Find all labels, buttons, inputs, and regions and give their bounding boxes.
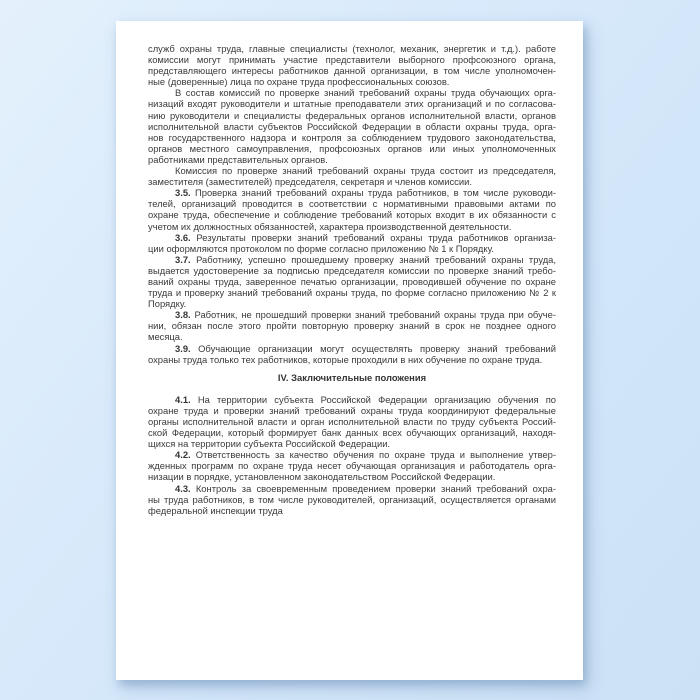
document-page bbox=[116, 21, 583, 680]
text-line: выдается удостоверение за подписью председателя комиссии по проверке знаний требо- bbox=[148, 264, 556, 276]
text-line-content: Обучающие организации могут осуществлять проверку знаний требований bbox=[198, 342, 556, 354]
text-line: нов государственного надзора и контроля за соблюдением трудового законодательства, bbox=[148, 131, 556, 143]
clause-number: 4.3. bbox=[175, 482, 191, 494]
text-line: федеральной инспекции труда bbox=[148, 504, 283, 516]
text-line: ской Федерации, который формирует банк данных всех обучающих организаций, находя- bbox=[148, 427, 556, 439]
clause-number: 3.6. bbox=[175, 231, 191, 243]
text-line: телей, организаций проводится в соответствии с нормативными правовыми актами по bbox=[148, 198, 556, 210]
text-line-content: Работнику, успешно прошедшему проверку знаний требований охраны труда, bbox=[196, 253, 556, 265]
text-line: низации в порядке, установленном законодательством Российской Федерации. bbox=[148, 471, 496, 483]
text-line: ции оформляются протоколом по форме согласно приложению № 1 к Порядку. bbox=[148, 242, 494, 254]
paragraph bbox=[148, 165, 556, 187]
text-line: работниками представительных органов. bbox=[148, 153, 328, 165]
text-line: В состав комиссий по проверке знаний требований охраны труда обучающих орга- bbox=[175, 87, 556, 99]
clause-number: 3.8. bbox=[175, 309, 191, 321]
text-line: заместителя (заместителей) председателя, секретаря и членов комиссии. bbox=[148, 176, 472, 188]
section-heading: IV. Заключительные положения bbox=[277, 371, 427, 383]
clause-number: 3.5. bbox=[175, 187, 191, 199]
clause-number: 3.7. bbox=[175, 253, 191, 265]
text-line: нию руководители и специалисты федеральных органов исполнительной власти, органов bbox=[148, 109, 556, 121]
document-body bbox=[148, 43, 556, 516]
text-line: охраны труда только тех работников, которые проходили в них обучение по охране труда. bbox=[148, 353, 543, 365]
text-line: труда и проверку знаний требований охраны труда, по форме согласно приложению № 2 к bbox=[148, 287, 556, 299]
text-line-content: На территории субъекта Российской Федерации организацию обучения по bbox=[197, 393, 556, 405]
text-line-content: Контроль за своевременным проведением проверки знаний требований охра- bbox=[195, 482, 556, 494]
text-line: служб охраны труда, главные специалисты (технолог, механик, энергетик и т.д.). работе bbox=[148, 43, 556, 54]
paragraph bbox=[148, 87, 556, 165]
text-line bbox=[148, 483, 556, 494]
text-line: комиссии могут принимать участие представители выборного профсоюзного органа, bbox=[148, 54, 556, 66]
text-line bbox=[148, 309, 556, 320]
paragraph bbox=[148, 187, 556, 231]
text-line bbox=[148, 187, 556, 198]
paragraph bbox=[148, 309, 556, 342]
text-line: Комиссия по проверке знаний требований охраны труда состоит из председателя, bbox=[175, 165, 556, 177]
clause-number: 4.1. bbox=[175, 393, 191, 405]
text-line: органы исполнительной власти и орган исполнительной власти по труду субъекта Россий- bbox=[148, 416, 556, 427]
paragraph bbox=[148, 343, 556, 365]
clause-number: 3.9. bbox=[175, 342, 191, 354]
paragraph bbox=[148, 232, 556, 254]
text-line-content: Результаты проверки знаний требований охраны труда работников организа- bbox=[196, 231, 556, 243]
paragraph bbox=[148, 254, 556, 309]
text-line: Порядку. bbox=[148, 298, 187, 310]
text-line-content: Ответственность за качество обучения по охране труда и выполнение утвер- bbox=[195, 449, 556, 461]
paragraph bbox=[148, 449, 556, 482]
text-line: щихся на территории субъекта Российской Федерации. bbox=[148, 438, 391, 450]
text-line bbox=[148, 449, 556, 460]
text-line: ны труда работников, в том числе руководителей, организаций, осуществляется органами bbox=[148, 493, 556, 505]
text-line: охране труда и проверки знаний требований охраны труда координируют федеральные bbox=[148, 404, 556, 416]
text-line: органов местного самоуправления, профсоюзных органов или иных уполномоченных bbox=[148, 142, 556, 154]
text-line bbox=[148, 254, 556, 265]
text-line bbox=[148, 343, 556, 354]
text-line bbox=[148, 232, 556, 243]
text-line: охране труда, обеспечение и соблюдение требований которых входит в их обязанности с bbox=[148, 209, 556, 221]
text-line: учетом их должностных обязанностей, характера производственной деятельности. bbox=[148, 220, 512, 232]
text-line: месяца. bbox=[148, 331, 183, 343]
paragraph bbox=[148, 394, 556, 449]
paragraph bbox=[148, 483, 556, 516]
text-line: ваний охраны труда, заверенное печатью организации, проводившей обучение по охране bbox=[148, 275, 556, 287]
text-line-content: Работник, не прошедший проверки знаний требований охраны труда при обуче- bbox=[194, 309, 556, 321]
text-line: жденных программ по охране труда несет обучающая организация и работодатель орга- bbox=[148, 460, 556, 472]
text-line: нии, обязан после этого пройти повторную проверку знаний в срок не позднее одного bbox=[148, 320, 556, 332]
text-line: ные (доверенные) лица по охране труда профессиональных союзов. bbox=[148, 76, 450, 88]
paragraph bbox=[148, 43, 556, 87]
text-line: исполнительной власти субъектов Российской Федерации в области охраны труда, орга- bbox=[148, 120, 556, 132]
text-line bbox=[148, 394, 556, 405]
text-line: представляющего интересы работников данной организации, в том числе уполномочен- bbox=[148, 65, 556, 77]
text-line: низаций входят руководители и штатные преподаватели этих организаций и по согласова- bbox=[148, 98, 556, 110]
clause-number: 4.2. bbox=[175, 449, 191, 461]
text-line-content: Проверка знаний требований охраны труда работников, в том числе руководи- bbox=[195, 187, 556, 199]
